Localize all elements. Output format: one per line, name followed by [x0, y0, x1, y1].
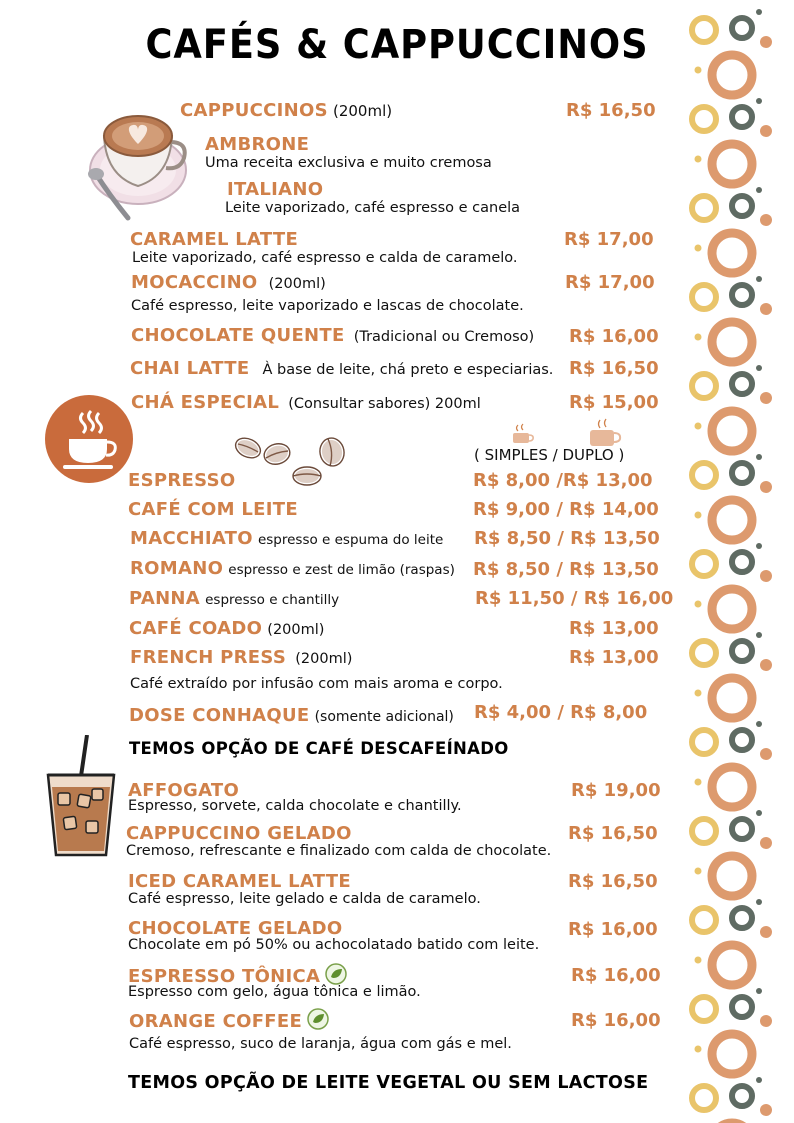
- item-name: CAPPUCCINOS: [180, 100, 328, 121]
- menu-item-affogato: [128, 780, 462, 814]
- ring-shape: [760, 214, 772, 226]
- ring-shape: [760, 125, 772, 137]
- menu-item-espresso-tonica: [128, 963, 421, 1000]
- ring-shape: [760, 570, 772, 582]
- ring-shape: [712, 55, 752, 95]
- ring-shape: [732, 463, 752, 483]
- menu-item-cha-especial: [131, 392, 481, 413]
- ring-shape: [695, 601, 702, 608]
- item-name: ITALIANO: [227, 179, 324, 200]
- ring-shape: [712, 233, 752, 273]
- item-price: R$ 17,00: [564, 229, 654, 250]
- menu-item-panna: [129, 588, 339, 609]
- ring-shape: [732, 107, 752, 127]
- ring-shape: [695, 423, 702, 430]
- ring-shape: [712, 678, 752, 718]
- ring-shape: [712, 322, 752, 362]
- item-price: R$ 13,00: [569, 618, 659, 639]
- ring-shape: [695, 868, 702, 875]
- menu-item-chai-latte: [130, 358, 553, 379]
- item-desc: Café extraído por infusão com mais aroma e corpo.: [130, 676, 503, 692]
- ring-shape: [712, 500, 752, 540]
- item-price: R$ 8,50 / R$ 13,50: [474, 528, 660, 549]
- item-name: CHAI LATTE: [130, 358, 250, 379]
- menu-item-italiano: [227, 179, 520, 216]
- vegan-note: TEMOS OPÇÃO DE LEITE VEGETAL OU SEM LACTOSE: [128, 1073, 649, 1093]
- menu-item-orange-coffee: [129, 1008, 512, 1052]
- ring-shape: [756, 721, 762, 727]
- ring-shape: [712, 1034, 752, 1074]
- menu-item-cafe-coado: [129, 618, 324, 639]
- ring-shape: [692, 819, 716, 843]
- ring-shape: [712, 945, 752, 985]
- ring-shape: [695, 512, 702, 519]
- item-name: PANNA: [129, 588, 201, 609]
- ring-shape: [732, 552, 752, 572]
- item-price: R$ 17,00: [565, 272, 655, 293]
- item-price: R$ 16,00: [568, 919, 658, 940]
- ring-shape: [712, 144, 752, 184]
- ring-shape: [760, 481, 772, 493]
- ring-shape: [692, 552, 716, 576]
- item-price: R$ 19,00: [571, 780, 661, 801]
- ring-shape: [756, 276, 762, 282]
- ring-shape: [732, 997, 752, 1017]
- ring-shape: [756, 988, 762, 994]
- ring-shape: [732, 1086, 752, 1106]
- menu-item-romano: [130, 558, 455, 579]
- ring-shape: [760, 926, 772, 938]
- menu-item-iced-caramel-latte: [128, 871, 481, 907]
- small-cup-icon: [510, 423, 536, 445]
- item-price: R$ 16,50: [568, 823, 658, 844]
- item-name: ROMANO: [130, 558, 224, 579]
- ring-shape: [760, 837, 772, 849]
- ring-shape: [695, 67, 702, 74]
- item-name: CHOCOLATE GELADO: [128, 918, 343, 939]
- item-note: (200ml): [295, 651, 353, 667]
- ring-shape: [695, 690, 702, 697]
- ring-shape: [695, 779, 702, 786]
- ring-shape: [692, 196, 716, 220]
- item-note: (somente adicional): [314, 709, 454, 725]
- ring-shape: [732, 641, 752, 661]
- item-price: R$ 13,00: [569, 647, 659, 668]
- ring-shape: [692, 18, 716, 42]
- ring-shape: [760, 748, 772, 760]
- item-desc: Chocolate em pó 50% ou achocolatado batido com leite.: [128, 937, 540, 953]
- item-name: ESPRESSO: [128, 470, 236, 491]
- ring-shape: [760, 392, 772, 404]
- item-note: À base de leite, chá preto e especiarias.: [262, 362, 554, 378]
- ring-shape: [692, 997, 716, 1021]
- item-desc: Café espresso, leite gelado e calda de caramelo.: [128, 891, 481, 907]
- sizes-header: ( SIMPLES / DUPLO ): [474, 446, 625, 464]
- coffee-beans-icon: [232, 430, 352, 490]
- item-desc: Leite vaporizado, café espresso e calda de caramelo.: [132, 250, 518, 266]
- page-title: CAFÉS & CAPPUCCINOS: [145, 22, 649, 68]
- menu-item-french-press: [130, 647, 503, 692]
- ring-shape: [712, 589, 752, 629]
- item-price: R$ 8,50 / R$ 13,50: [473, 559, 659, 580]
- double-cup-icon: [588, 418, 624, 448]
- item-name: CHÁ ESPECIAL: [131, 392, 280, 413]
- ring-shape: [692, 1086, 716, 1110]
- item-note: (200ml): [332, 102, 393, 120]
- item-price: R$ 16,50: [568, 871, 658, 892]
- menu-item-chocolate-quente: [131, 325, 534, 346]
- ring-shape: [760, 1104, 772, 1116]
- ring-shape: [756, 454, 762, 460]
- ring-shape: [712, 856, 752, 896]
- ring-shape: [756, 1077, 762, 1083]
- cappuccino-cup-icon: [80, 78, 192, 223]
- item-desc: Uma receita exclusiva e muito cremosa: [205, 155, 492, 171]
- ring-shape: [756, 543, 762, 549]
- decorative-rings: [676, 0, 794, 1123]
- item-name: CARAMEL LATTE: [130, 229, 299, 250]
- ring-shape: [692, 641, 716, 665]
- menu-item-chocolate-gelado: [128, 918, 539, 953]
- ring-shape: [732, 730, 752, 750]
- item-price: R$ 9,00 / R$ 14,00: [473, 499, 659, 520]
- ring-shape: [692, 463, 716, 487]
- ring-shape: [756, 9, 762, 15]
- menu-item-dose-conhaque: [129, 705, 454, 726]
- item-name: MOCACCINO: [131, 272, 258, 293]
- ring-shape: [692, 107, 716, 131]
- ring-shape: [732, 285, 752, 305]
- ring-shape: [756, 187, 762, 193]
- ring-shape: [760, 303, 772, 315]
- item-name: CAFÉ COADO: [129, 618, 263, 639]
- item-price: R$ 16,50: [566, 100, 656, 121]
- item-name: MACCHIATO: [130, 528, 253, 549]
- item-desc: Café espresso, suco de laranja, água com gás e mel.: [129, 1036, 512, 1052]
- ring-shape: [760, 659, 772, 671]
- item-name: CHOCOLATE QUENTE: [131, 325, 345, 346]
- item-price: R$ 15,00: [569, 392, 659, 413]
- item-price: R$ 8,00 /R$ 13,00: [473, 470, 653, 491]
- ring-shape: [712, 411, 752, 451]
- hot-drink-badge-icon: [45, 395, 133, 483]
- ring-shape: [695, 156, 702, 163]
- item-note: (200ml): [268, 276, 326, 292]
- iced-coffee-icon: [42, 735, 122, 860]
- menu-item-cappuccinos: [180, 100, 392, 121]
- menu-item-caramel-latte: [130, 229, 518, 266]
- item-name: DOSE CONHAQUE: [129, 705, 310, 726]
- ring-shape: [756, 98, 762, 104]
- item-desc: Espresso, sorvete, calda chocolate e chantilly.: [128, 798, 462, 814]
- menu-item-mocaccino: [131, 272, 524, 314]
- ring-shape: [692, 285, 716, 309]
- item-note: espresso e espuma do leite: [257, 532, 444, 548]
- vegan-leaf-icon: [307, 1008, 329, 1030]
- ring-shape: [732, 18, 752, 38]
- item-name: CAPPUCCINO GELADO: [126, 823, 352, 844]
- item-price: R$ 4,00 / R$ 8,00: [474, 702, 648, 723]
- item-price: R$ 16,00: [569, 326, 659, 347]
- item-name: ICED CARAMEL LATTE: [128, 871, 351, 892]
- item-name: AMBRONE: [205, 134, 310, 155]
- menu-item-macchiato: [130, 528, 443, 549]
- item-desc: Café espresso, leite vaporizado e lascas de chocolate.: [131, 298, 524, 314]
- decaf-note: TEMOS OPÇÃO DE CAFÉ DESCAFEÍNADO: [129, 739, 509, 758]
- ring-shape: [756, 810, 762, 816]
- item-name: ESPRESSO TÔNICA: [128, 966, 321, 987]
- menu-item-cappuccino-gelado: [126, 823, 551, 859]
- item-price: R$ 11,50 / R$ 16,00: [475, 588, 674, 609]
- ring-shape: [732, 374, 752, 394]
- item-price: R$ 16,00: [571, 1010, 661, 1031]
- ring-shape: [695, 1046, 702, 1053]
- item-name: ORANGE COFFEE: [129, 1011, 303, 1032]
- vegan-leaf-icon: [325, 963, 347, 985]
- item-price: R$ 16,50: [569, 358, 659, 379]
- item-desc: Espresso com gelo, água tônica e limão.: [128, 984, 421, 1000]
- item-desc: Leite vaporizado, café espresso e canela: [225, 200, 521, 216]
- ring-shape: [695, 957, 702, 964]
- item-note: espresso e zest de limão (raspas): [228, 562, 455, 578]
- menu-item-ambrone: [205, 134, 492, 171]
- item-desc: Cremoso, refrescante e finalizado com calda de chocolate.: [126, 843, 552, 859]
- item-name: AFFOGATO: [128, 780, 240, 801]
- ring-shape: [692, 730, 716, 754]
- ring-shape: [760, 1015, 772, 1027]
- ring-shape: [732, 819, 752, 839]
- item-price: R$ 16,00: [571, 965, 661, 986]
- item-note: (200ml): [267, 622, 325, 638]
- ring-shape: [692, 374, 716, 398]
- item-name: CAFÉ COM LEITE: [128, 499, 298, 520]
- item-note: (Consultar sabores) 200ml: [288, 396, 481, 412]
- item-name: FRENCH PRESS: [130, 647, 287, 668]
- ring-shape: [756, 365, 762, 371]
- ring-shape: [695, 334, 702, 341]
- ring-shape: [756, 899, 762, 905]
- item-note: (Tradicional ou Cremoso): [353, 329, 535, 345]
- ring-shape: [712, 767, 752, 807]
- ring-shape: [695, 245, 702, 252]
- ring-shape: [692, 908, 716, 932]
- item-note: espresso e chantilly: [205, 592, 340, 608]
- ring-shape: [732, 196, 752, 216]
- ring-shape: [732, 908, 752, 928]
- ring-shape: [756, 632, 762, 638]
- ring-shape: [760, 36, 772, 48]
